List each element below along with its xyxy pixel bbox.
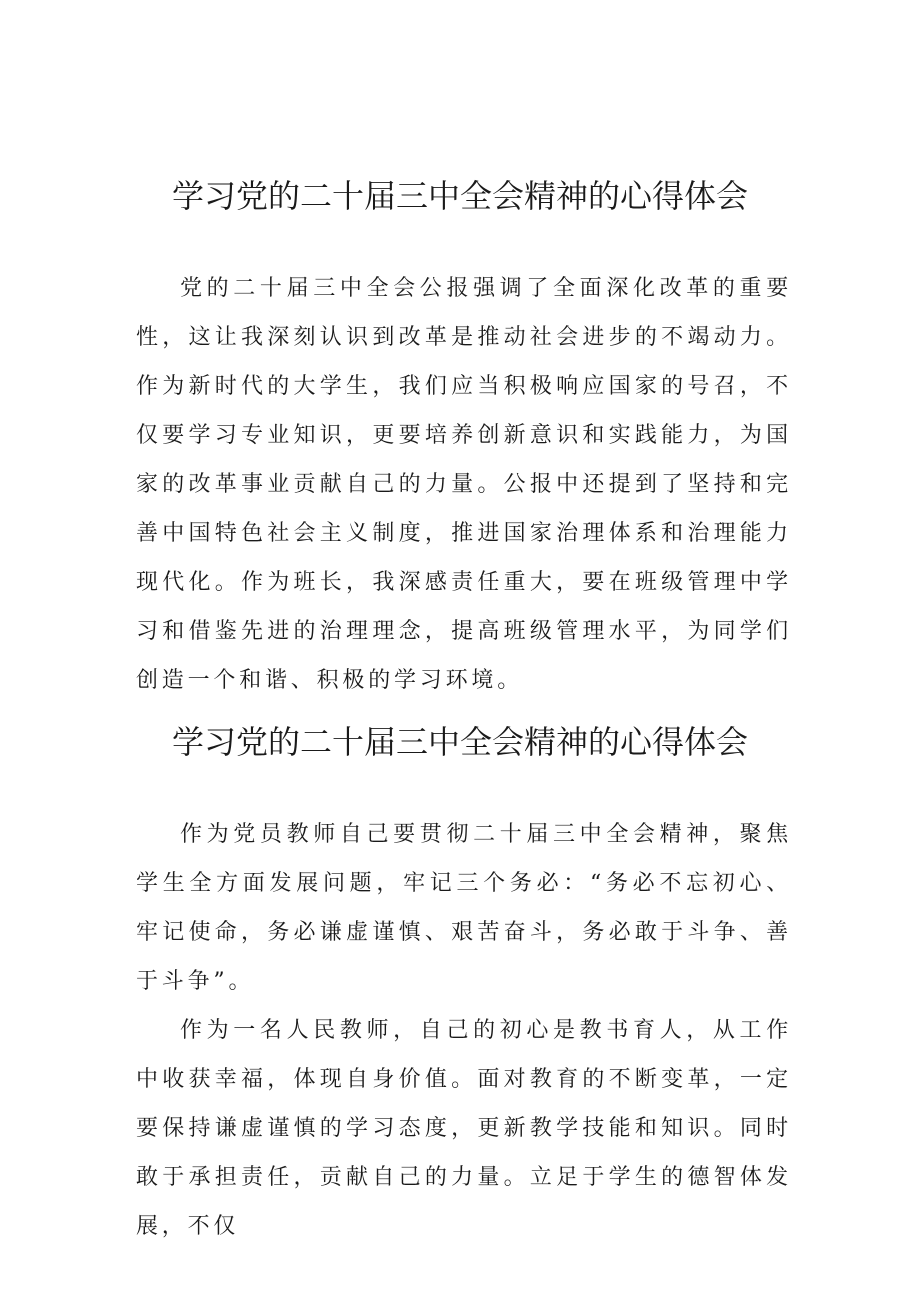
paragraph: 党的二十届三中全会公报强调了全面深化改革的重要性，这让我深刻认识到改革是推动社会进步的不竭动力。作为新时代的大学生，我们应当积极响应国家的号召，不仅要学习专业知识，更要培养创新意识和实践能力，为国家的改革事业贡献自己的力量。公报中还提到了坚持和完善中国特色社会主义制度，推进国家治理体系和治理能力现代化。作为班长，我深感责任重大，要在班级管理中学习和借鉴先进的治理理念，提高班级管理水平，为同学们创造一个和谐、积极的学习环境。 (136, 276, 792, 693)
section-body (136, 810, 792, 1251)
section-title: 学习党的二十届三中全会精神的心得体会 (171, 723, 748, 761)
paragraph: 作为一名人民教师，自己的初心是教书育人，从工作中收获幸福，体现自身价值。面对教育的不断变革，一定要保持谦虚谨慎的学习态度，更新教学技能和知识。同时敢于承担责任，贡献自己的力量。立足于学生的德智体发展，不仅 (136, 1018, 792, 1239)
paragraph: 作为党员教师自己要贯彻二十届三中全会精神，聚焦学生全方面发展问题，牢记三个务必：“务必不忘初心、牢记使命，务必谦虚谨慎、艰苦奋斗，务必敢于斗争、善于斗争”。 (136, 822, 792, 994)
section-body (136, 264, 792, 705)
section-title: 学习党的二十届三中全会精神的心得体会 (171, 177, 748, 215)
